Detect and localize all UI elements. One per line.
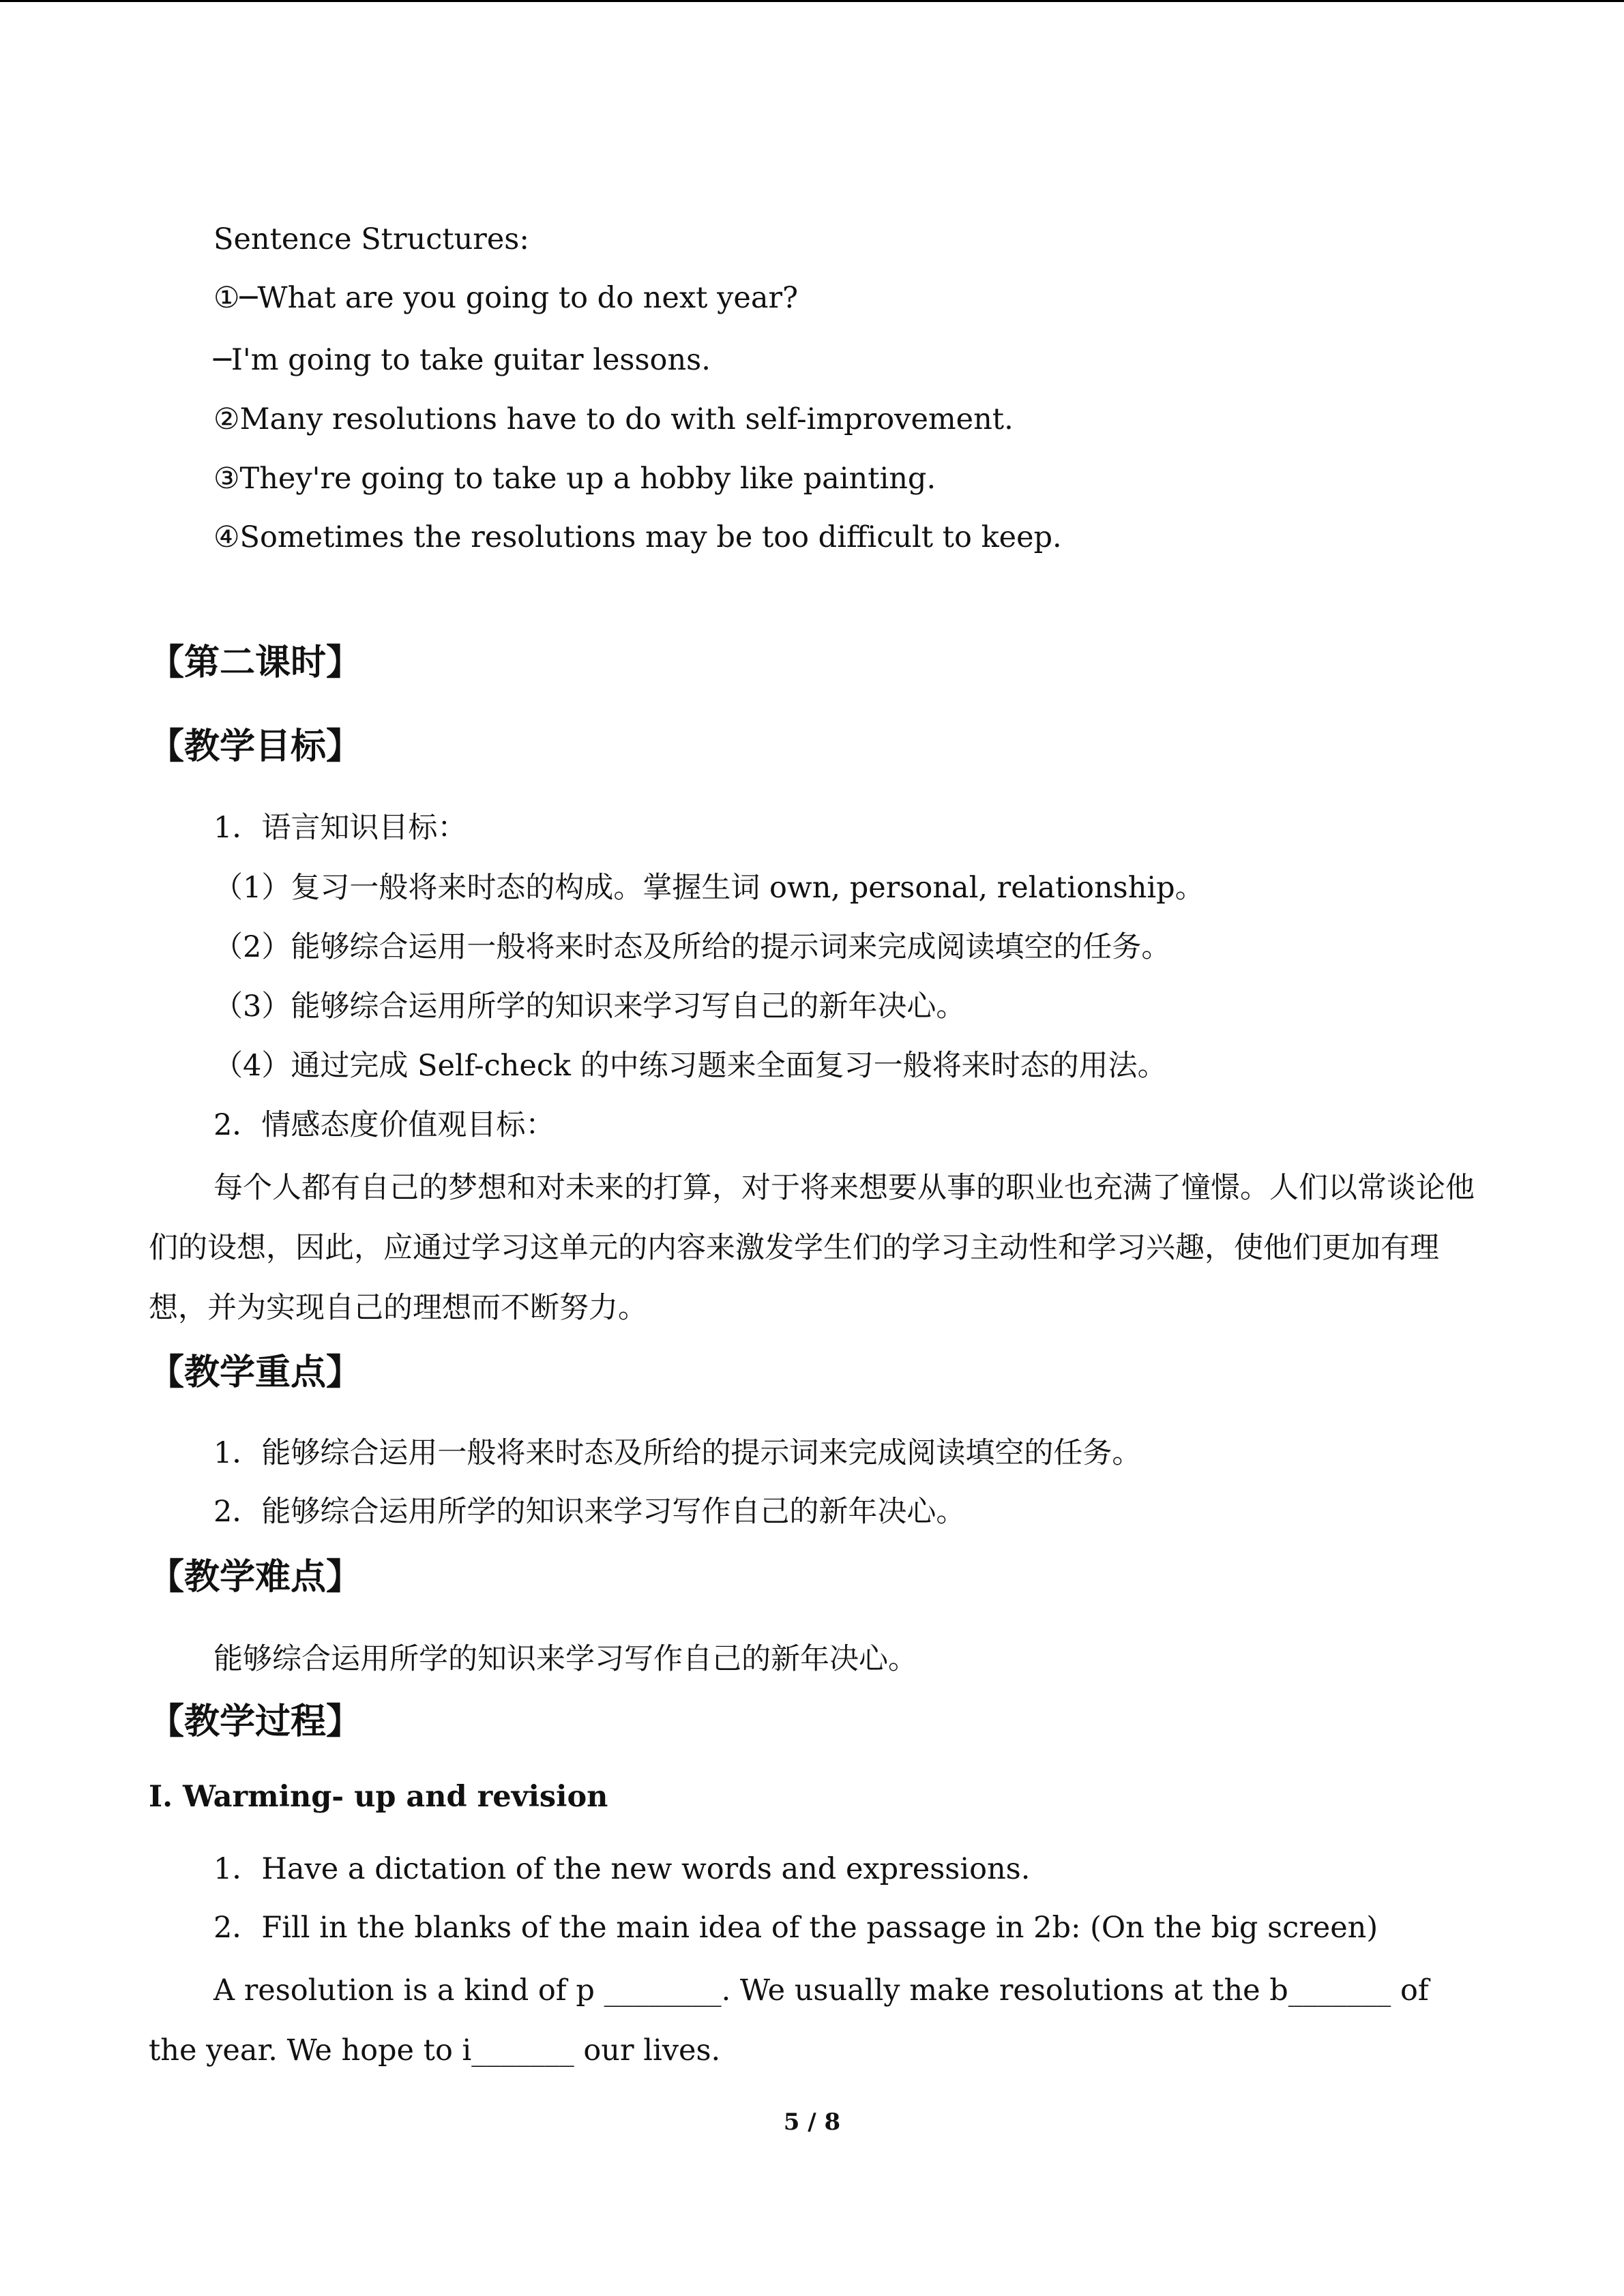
- sentence-structures-title: Sentence Structures:: [213, 222, 529, 256]
- sentence-item: ②Many resolutions have to do with self-improvement.: [213, 402, 1014, 436]
- language-objective-item: （3）能够综合运用所学的知识来学习写自己的新年决心。: [213, 989, 966, 1024]
- difficulties-text: 能够综合运用所学的知识来学习写作自己的新年决心。: [213, 1642, 917, 1676]
- key-point-item: 1．能够综合运用一般将来时态及所给的提示词来完成阅读填空的任务。: [213, 1436, 1142, 1470]
- sentence-item: ③They're going to take up a hobby like painting.: [213, 462, 936, 496]
- language-objective-item: （4）通过完成 Self-check 的中练习题来全面复习一般将来时态的用法。: [213, 1049, 1167, 1083]
- objectives-heading: 【教学目标】: [149, 726, 362, 767]
- key-point-item: 2．能够综合运用所学的知识来学习写作自己的新年决心。: [213, 1495, 966, 1529]
- language-objectives-title: 1．语言知识目标：: [213, 811, 467, 845]
- key-points-heading: 【教学重点】: [149, 1352, 362, 1393]
- fill-in-blank-text: A resolution is a kind of p ________. We usually make resolutions at the b_______ of the year. We hope to i_______ our lives.: [149, 1973, 1429, 2068]
- sentence-item: ①─What are you going to do next year?: [213, 281, 799, 315]
- page-number: 5 / 8: [783, 2108, 841, 2136]
- language-objective-item: （1）复习一般将来时态的构成。掌握生词 own, personal, relationship。: [213, 871, 1205, 905]
- language-objective-item: （2）能够综合运用一般将来时态及所给的提示词来完成阅读填空的任务。: [213, 930, 1171, 964]
- process-item: 2．Fill in the blanks of the main idea of the passage in 2b: (On the big screen): [213, 1911, 1378, 1945]
- process-item: 1．Have a dictation of the new words and expressions.: [213, 1852, 1031, 1886]
- emotion-objectives-text: 每个人都有自己的梦想和对未来的打算，对于将来想要从事的职业也充满了憧憬。人们以常谈论他们的设想，因此，应通过学习这单元的内容来激发学生们的学习主动性和学习兴趣，使他们更加有理想，并为实现自己的理想而不断努力。: [149, 1171, 1475, 1325]
- difficulties-heading: 【教学难点】: [149, 1557, 362, 1598]
- process-section-title: Ⅰ. Warming- up and revision: [149, 1780, 608, 1814]
- sentence-item: ④Sometimes the resolutions may be too difficult to keep.: [213, 520, 1062, 554]
- sentence-item: ─I'm going to take guitar lessons.: [213, 343, 711, 377]
- lesson-heading: 【第二课时】: [149, 642, 362, 683]
- emotion-objectives-title: 2．情感态度价值观目标：: [213, 1108, 555, 1142]
- process-heading: 【教学过程】: [149, 1701, 362, 1742]
